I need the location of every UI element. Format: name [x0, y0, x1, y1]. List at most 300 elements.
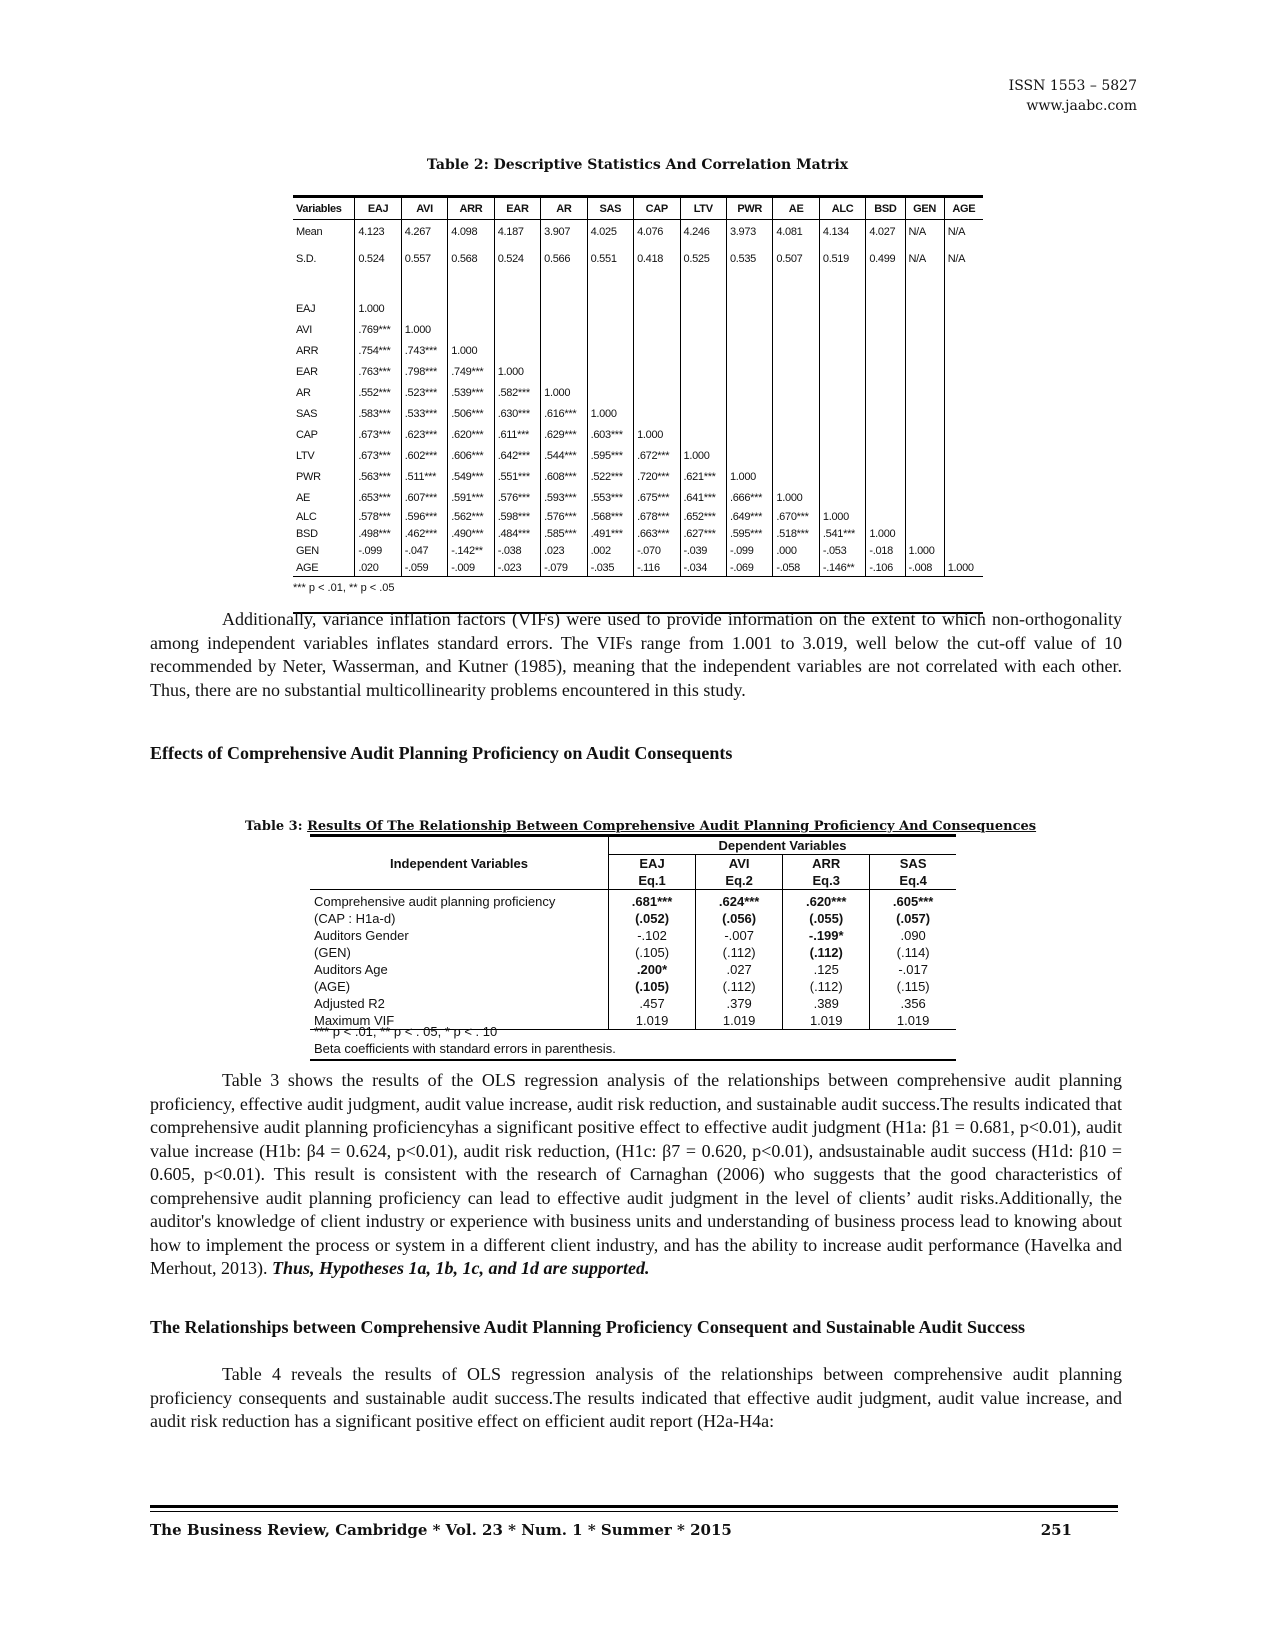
table2-cell: 0.557 [401, 244, 447, 274]
issn-text: ISSN 1553 – 5827 [1008, 78, 1137, 94]
table2-cell [944, 466, 983, 487]
table3-row-label: (CAP : H1a-d) [314, 911, 396, 926]
table2-cell [819, 424, 865, 445]
table2-col-header: AE [773, 197, 819, 220]
table3-cell: (.112) [783, 978, 870, 995]
table2-cell: .630*** [494, 403, 540, 424]
table2-cell [866, 466, 905, 487]
table3-cell: .090 [870, 927, 956, 944]
table2-cell [448, 298, 494, 319]
table2-cell [680, 361, 726, 382]
table2-cell [401, 298, 447, 319]
table2-cell: -.023 [494, 559, 540, 577]
table3-cell: (.056) [696, 910, 783, 927]
table2-cell [726, 274, 772, 298]
table2-cell [866, 298, 905, 319]
table3-cell: (.105) [609, 944, 696, 961]
journal-issn-header [1009, 76, 1137, 116]
table2-cell [944, 361, 983, 382]
table2-cell: 1.000 [355, 298, 401, 319]
table2-cell [866, 487, 905, 508]
table2-cell: .585*** [541, 525, 587, 542]
table2-row-label: Mean [296, 226, 323, 238]
table2-row-label: EAJ [296, 302, 316, 315]
table2-cell: .743*** [401, 340, 447, 361]
table2-cell [634, 403, 680, 424]
table2-row-label: AR [296, 386, 311, 399]
table3-cell: .624*** [696, 890, 783, 911]
table3-cell: .457 [609, 995, 696, 1012]
table3-row [310, 978, 956, 995]
table2-cell: N/A [905, 244, 944, 274]
table2-row [293, 274, 983, 298]
table2-cell: .607*** [401, 487, 447, 508]
table2-cell [866, 403, 905, 424]
table3-cell: -.017 [870, 961, 956, 978]
table2-row [293, 298, 983, 319]
table2-cell [541, 340, 587, 361]
table2-header-row [293, 197, 983, 220]
table2-cell: -.099 [355, 542, 401, 559]
table3-cell: (.114) [870, 944, 956, 961]
table2-cell [819, 319, 865, 340]
table3-row-label: Comprehensive audit planning proficiency [314, 894, 556, 909]
table2-row-label: GEN [296, 544, 319, 557]
table2-row [293, 319, 983, 340]
table2-col-header: GEN [905, 197, 944, 220]
table2-cell: .629*** [541, 424, 587, 445]
table2-row [293, 466, 983, 487]
table3-row-label: Adjusted R2 [314, 996, 385, 1011]
table2-cell [905, 298, 944, 319]
table3-cell: .379 [696, 995, 783, 1012]
table2-cell: .511*** [401, 466, 447, 487]
table2-cell: .593*** [541, 487, 587, 508]
table2-cell: .769*** [355, 319, 401, 340]
table2-cell [944, 445, 983, 466]
table2-cell [680, 340, 726, 361]
table2-cell: 0.566 [541, 244, 587, 274]
paragraph-vif: Additionally, variance inflation factors (VIFs) were used to provide information on the extent to which non-orthogonality among independent variables inflates standard errors. The VIFs range from 1.001 to 3.019, well below the cut-off value of 10 recommended by Neter, Wasserman, and Kutner (1985), meaning that the independent variables are not correlated with each other. Thus, there are no substantial multicollinearity problems encountered in this study. [150, 609, 1122, 700]
table3-cell: (.105) [609, 978, 696, 995]
table3-caption [245, 819, 1036, 834]
table2-cell: .563*** [355, 466, 401, 487]
table2-cell: 1.000 [866, 525, 905, 542]
table2-cell: 1.000 [680, 445, 726, 466]
table2-cell [634, 298, 680, 319]
table2-cell [541, 319, 587, 340]
table2-cell: 1.000 [494, 361, 540, 382]
table2-cell: -.146** [819, 559, 865, 577]
table2-cell [541, 274, 587, 298]
table2-row [293, 220, 983, 245]
table2-cell: .663*** [634, 525, 680, 542]
table2-cell: 4.027 [866, 220, 905, 245]
table2-cell [726, 340, 772, 361]
table2-cell [905, 487, 944, 508]
table2-row-label: AE [296, 491, 311, 504]
table2-cell: 1.000 [726, 466, 772, 487]
table2-cell: .522*** [587, 466, 633, 487]
independent-variables-header: Independent Variables [310, 836, 609, 890]
table2-cell: .627*** [680, 525, 726, 542]
table2-cell [819, 382, 865, 403]
table2-row [293, 244, 983, 274]
table2-cell: .544*** [541, 445, 587, 466]
table2-cell [773, 319, 819, 340]
table2-cell [944, 525, 983, 542]
table2-cell [634, 382, 680, 403]
table2-cell: .649*** [726, 508, 772, 525]
table2-cell: N/A [944, 220, 983, 245]
table2-cell: .603*** [587, 424, 633, 445]
table2-cell [401, 274, 447, 298]
table2-cell [944, 403, 983, 424]
table2-body [293, 220, 983, 577]
table2-cell: .583*** [355, 403, 401, 424]
table3-row [310, 890, 956, 911]
table2-cell: 4.025 [587, 220, 633, 245]
table2-row [293, 403, 983, 424]
table2-cell: 4.267 [401, 220, 447, 245]
table2-cell: .533*** [401, 403, 447, 424]
table2-cell [773, 466, 819, 487]
table2-cell [634, 340, 680, 361]
table2-cell: .506*** [448, 403, 494, 424]
table2-cell: .595*** [587, 445, 633, 466]
table2-cell: .462*** [401, 525, 447, 542]
table3-equation-label: Eq.1 [609, 872, 696, 890]
table2-cell: 1.000 [905, 542, 944, 559]
paragraph-table3-results [150, 1069, 1122, 1281]
table2-cell [541, 298, 587, 319]
table2-col-header: LTV [680, 197, 726, 220]
table2-cell [726, 424, 772, 445]
table2-cell [773, 403, 819, 424]
table2-cell: -.008 [905, 559, 944, 577]
table2-cell [905, 340, 944, 361]
table2-cell: .598*** [494, 508, 540, 525]
table2-cell: .539*** [448, 382, 494, 403]
table3-row [310, 944, 956, 961]
table2-cell: -.116 [634, 559, 680, 577]
table2-cell: .602*** [401, 445, 447, 466]
table2-cell [587, 382, 633, 403]
table2-cell [905, 403, 944, 424]
table2-cell: .754*** [355, 340, 401, 361]
table2-cell [905, 525, 944, 542]
table3-row-label: Maximum VIF [310, 1012, 609, 1030]
table2-cell [680, 382, 726, 403]
table2-cell: .673*** [355, 445, 401, 466]
table3-notes [314, 1023, 616, 1057]
table2-cell [587, 361, 633, 382]
table2-cell [819, 361, 865, 382]
table2-cell: 4.134 [819, 220, 865, 245]
table2-cell: 0.535 [726, 244, 772, 274]
table2-row [293, 382, 983, 403]
table2-cell: 0.507 [773, 244, 819, 274]
table2-cell: -.059 [401, 559, 447, 577]
regression-results-table [310, 834, 956, 1030]
table3-row [310, 927, 956, 944]
table2-cell [773, 298, 819, 319]
table2-note: *** p < .01, ** p < .05 [293, 582, 395, 594]
table2-cell: .023 [541, 542, 587, 559]
table2-cell: 4.187 [494, 220, 540, 245]
table3-cell: (.057) [870, 910, 956, 927]
table2-cell: .596*** [401, 508, 447, 525]
table2-cell [726, 382, 772, 403]
table2-cell: -.047 [401, 542, 447, 559]
table2-cell [587, 274, 633, 298]
table2-row-label: EAR [296, 365, 318, 378]
table3-cell: (.115) [870, 978, 956, 995]
table2-cell [819, 466, 865, 487]
table2-cell: .562*** [448, 508, 494, 525]
table2-cell [773, 361, 819, 382]
table2-cell [819, 445, 865, 466]
table3-body [310, 890, 956, 1030]
table3-dependent-var: SAS [870, 855, 956, 873]
table2-cell: 3.973 [726, 220, 772, 245]
table2-cell [944, 382, 983, 403]
hypotheses-supported-text: Thus, Hypotheses 1a, 1b, 1c, and 1d are supported. [271, 1258, 650, 1278]
table2-cell [494, 319, 540, 340]
table3-cell: (.055) [783, 910, 870, 927]
table2-cell: 0.525 [680, 244, 726, 274]
table3-dependent-var: EAJ [609, 855, 696, 873]
table2-col-header: CAP [634, 197, 680, 220]
table3-cell: -.199* [783, 927, 870, 944]
table2-row [293, 340, 983, 361]
table2-cell [819, 403, 865, 424]
table2-col-header: AVI [401, 197, 447, 220]
table2-cell [726, 298, 772, 319]
table2-cell: -.009 [448, 559, 494, 577]
table2-cell [634, 274, 680, 298]
table2-cell [866, 424, 905, 445]
table2-cell [726, 361, 772, 382]
table2-cell [944, 542, 983, 559]
table2-cell [905, 466, 944, 487]
table2-cell [355, 274, 401, 298]
table2-row-label: ARR [296, 344, 319, 357]
table2-col-header: BSD [866, 197, 905, 220]
table2-cell [905, 445, 944, 466]
table2-cell [773, 382, 819, 403]
table3-row-label: (AGE) [314, 979, 351, 994]
table2-row-label [293, 274, 355, 298]
table2-cell: 0.524 [355, 244, 401, 274]
table2-cell: -.018 [866, 542, 905, 559]
table3-dependent-var: AVI [696, 855, 783, 873]
table2-cell [866, 319, 905, 340]
table2-cell [819, 487, 865, 508]
table2-cell: -.035 [587, 559, 633, 577]
table2-col-header: AGE [944, 197, 983, 220]
table2-cell: .749*** [448, 361, 494, 382]
table2-cell: 0.551 [587, 244, 633, 274]
table2-cell: .641*** [680, 487, 726, 508]
page-number: 251 [1040, 1521, 1072, 1539]
table2-cell [680, 424, 726, 445]
table2-col-header: AR [541, 197, 587, 220]
table2-cell [448, 274, 494, 298]
table3-cell: .620*** [783, 890, 870, 911]
table2-cell: .606*** [448, 445, 494, 466]
table2-cell: .020 [355, 559, 401, 577]
table2-cell: .553*** [587, 487, 633, 508]
table2-cell: -.106 [866, 559, 905, 577]
table2-row [293, 487, 983, 508]
table2-cell: .672*** [634, 445, 680, 466]
table3-cell: 1.019 [609, 1012, 696, 1030]
table2-cell [726, 445, 772, 466]
table2-cell: .541*** [819, 525, 865, 542]
table2-cell: 4.081 [773, 220, 819, 245]
table2-cell: .642*** [494, 445, 540, 466]
table2-cell [773, 274, 819, 298]
table2-cell: -.038 [494, 542, 540, 559]
table3-row [310, 910, 956, 927]
table2-cell: -.034 [680, 559, 726, 577]
table2-row [293, 424, 983, 445]
table2-cell: .551*** [494, 466, 540, 487]
table2-row [293, 361, 983, 382]
table2-cell: 1.000 [587, 403, 633, 424]
table2-cell: .673*** [355, 424, 401, 445]
table2-cell [944, 424, 983, 445]
table2-cell: .576*** [494, 487, 540, 508]
table3-cell: (.052) [609, 910, 696, 927]
beta-note: Beta coefficients with standard errors in parenthesis. [314, 1041, 616, 1056]
footer-rule-thick [150, 1505, 1118, 1508]
table2-cell: .623*** [401, 424, 447, 445]
table3-cell: 1.019 [783, 1012, 870, 1030]
table2-cell: .675*** [634, 487, 680, 508]
table2-cell: 4.123 [355, 220, 401, 245]
section-heading-relationships: The Relationships between Comprehensive Audit Planning Proficiency Consequent and Sustainable Audit Success [150, 1317, 1025, 1337]
table2-cell [905, 382, 944, 403]
table2-cell [944, 319, 983, 340]
table3-cell: .027 [696, 961, 783, 978]
table2-cell: .578*** [355, 508, 401, 525]
table2-col-header: ARR [448, 197, 494, 220]
table2-col-header: Variables [293, 197, 355, 220]
table3-equation-label: Eq.3 [783, 872, 870, 890]
table2-row-label: S.D. [296, 253, 317, 265]
table2-cell: 4.076 [634, 220, 680, 245]
footer-journal: The Business Review, Cambridge * Vol. 23 * Num. 1 * Summer * 2015 [150, 1521, 732, 1539]
table2-cell [944, 487, 983, 508]
table3-dependent-var: ARR [783, 855, 870, 873]
table3-cell: (.112) [696, 978, 783, 995]
table2-cell: .484*** [494, 525, 540, 542]
table2-row-label: PWR [296, 470, 321, 483]
table3-cell: .125 [783, 961, 870, 978]
table2-cell: -.058 [773, 559, 819, 577]
table3-cell: 1.019 [696, 1012, 783, 1030]
table2-cell: .595*** [726, 525, 772, 542]
table2-cell [866, 382, 905, 403]
table2-cell [905, 508, 944, 525]
table3-cell: (.112) [783, 944, 870, 961]
table2-cell: .549*** [448, 466, 494, 487]
paragraph-table4: Table 4 reveals the results of OLS regression analysis of the relationships between comprehensive audit planning proficiency consequents and sustainable audit success.The results indicated that effective audit judgment, audit value increase, and audit risk reduction has a significant positive effect on efficient audit report (H2a-H4a: [150, 1364, 1122, 1431]
table3-equation-label: Eq.4 [870, 872, 956, 890]
table2-col-header: SAS [587, 197, 633, 220]
table2-cell [587, 319, 633, 340]
table2-cell: 0.524 [494, 244, 540, 274]
table2-cell: .608*** [541, 466, 587, 487]
table3-cell: .389 [783, 995, 870, 1012]
table2-row [293, 559, 983, 577]
table2-cell [866, 340, 905, 361]
significance-note: *** p < .01, ** p < . 05, * p < . 10 [314, 1024, 498, 1039]
table2-col-header: ALC [819, 197, 865, 220]
table3-caption-prefix: Table 3: [245, 819, 308, 834]
table2-cell [866, 274, 905, 298]
table3-cell: .200* [609, 961, 696, 978]
table3-equation-label: Eq.2 [696, 872, 783, 890]
table2-cell [773, 340, 819, 361]
table2-cell [905, 274, 944, 298]
table2-col-header: EAR [494, 197, 540, 220]
table2-cell [448, 319, 494, 340]
table2-cell: .621*** [680, 466, 726, 487]
table3-cell: .681*** [609, 890, 696, 911]
table2-cell: .616*** [541, 403, 587, 424]
table2-row [293, 525, 983, 542]
table2-cell: .652*** [680, 508, 726, 525]
table2-row-label: LTV [296, 449, 315, 462]
table2-cell: .002 [587, 542, 633, 559]
table3-cell: -.102 [609, 927, 696, 944]
table2-cell: -.142** [448, 542, 494, 559]
table2-cell: 1.000 [401, 319, 447, 340]
table2-cell: .523*** [401, 382, 447, 403]
table3-row-label: (GEN) [314, 945, 351, 960]
table2-cell [494, 298, 540, 319]
table2-cell [773, 424, 819, 445]
table2-row [293, 508, 983, 525]
table2-cell: .591*** [448, 487, 494, 508]
table2-row-label: BSD [296, 527, 318, 540]
table2-cell: .620*** [448, 424, 494, 445]
table2-cell [541, 361, 587, 382]
table2-cell [905, 424, 944, 445]
table2-cell: -.099 [726, 542, 772, 559]
table2-cell: -.079 [541, 559, 587, 577]
table2-col-header: EAJ [355, 197, 401, 220]
table2-cell: 3.907 [541, 220, 587, 245]
table3-row [310, 995, 956, 1012]
table2-cell [634, 319, 680, 340]
table2-cell [680, 298, 726, 319]
table2-caption: Table 2: Descriptive Statistics And Correlation Matrix [426, 157, 849, 173]
table2-cell [634, 361, 680, 382]
table2-cell [819, 274, 865, 298]
table3-caption-title: Results Of The Relationship Between Comprehensive Audit Planning Proficiency And Consequences [307, 819, 1037, 834]
table2-cell: N/A [905, 220, 944, 245]
table2-cell [944, 340, 983, 361]
table2-cell: .611*** [494, 424, 540, 445]
table2-cell [587, 340, 633, 361]
table3-cell: 1.019 [870, 1012, 956, 1030]
table2-row [293, 542, 983, 559]
table2-cell: N/A [944, 244, 983, 274]
